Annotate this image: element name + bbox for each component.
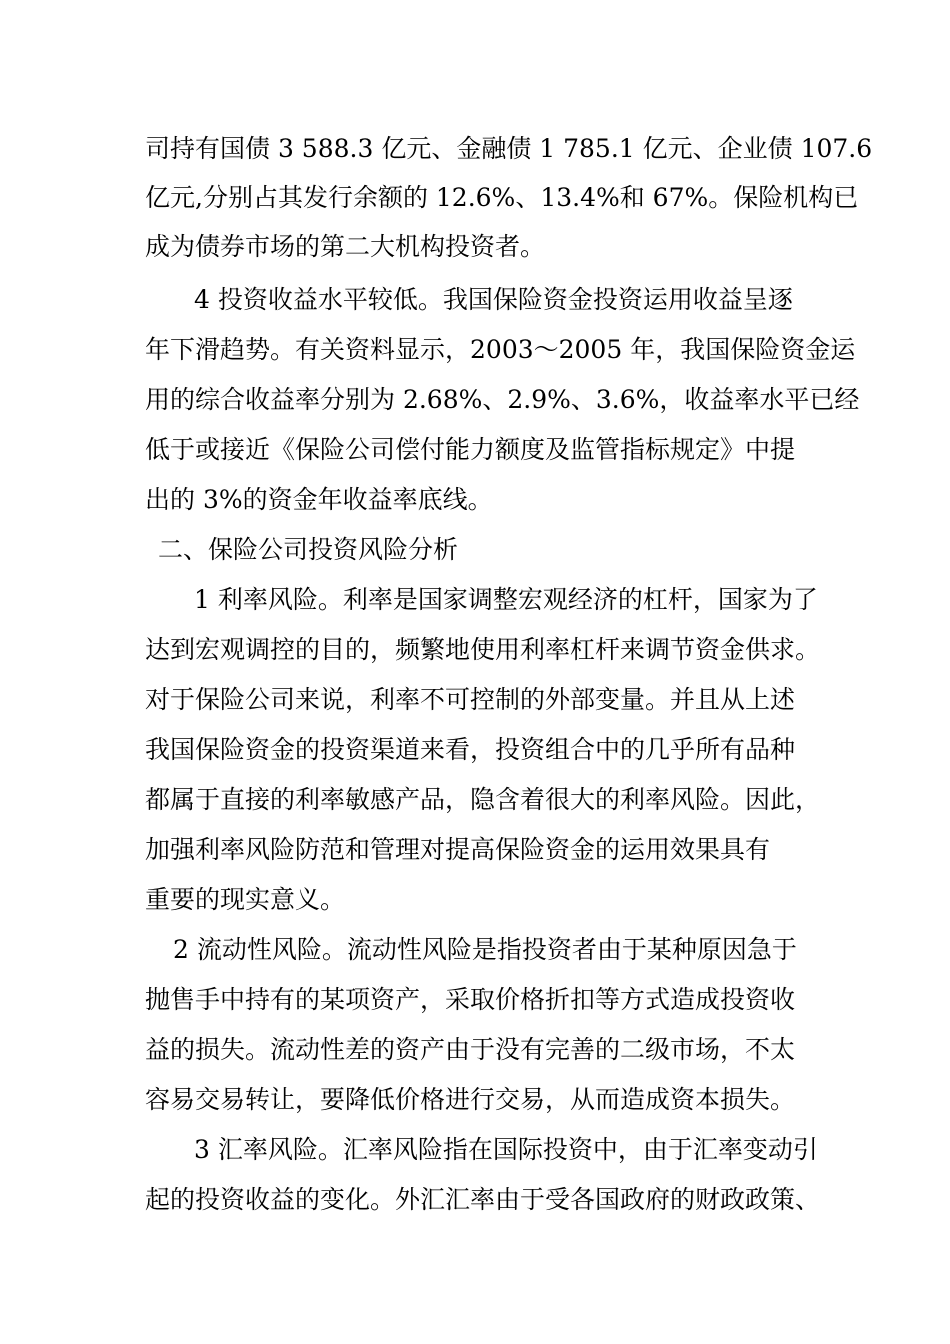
text-line: 成为债券市场的第二大机构投资者。 <box>145 232 546 261</box>
text-line: 亿元,分别占其发行余额的 12.6%、13.4%和 67%。保险机构已 <box>145 183 859 212</box>
paragraph-start-line: 1 利率风险。利率是国家调整宏观经济的杠杆，国家为了 <box>194 585 818 614</box>
text-line: 容易交易转让，要降低价格进行交易，从而造成资本损失。 <box>145 1085 796 1114</box>
text-line: 低于或接近《保险公司偿付能力额度及监管指标规定》中提 <box>145 435 796 464</box>
paragraph-start-line: 2 流动性风险。流动性风险是指投资者由于某种原因急于 <box>173 935 797 964</box>
text-line: 对于保险公司来说，利率不可控制的外部变量。并且从上述 <box>145 685 796 714</box>
text-line: 抛售手中持有的某项资产，采取价格折扣等方式造成投资收 <box>145 985 796 1014</box>
text-line: 我国保险资金的投资渠道来看，投资组合中的几乎所有品种 <box>145 735 796 764</box>
text-line: 加强利率风险防范和管理对提高保险资金的运用效果具有 <box>145 835 771 864</box>
paragraph-start-line: 4 投资收益水平较低。我国保险资金投资运用收益呈逐 <box>194 285 793 314</box>
text-line: 用的综合收益率分别为 2.68%、2.9%、3.6%，收益率水平已经 <box>145 385 860 414</box>
text-line: 司持有国债 3 588.3 亿元、金融债 1 785.1 亿元、企业债 107.6 <box>145 134 873 163</box>
text-line: 益的损失。流动性差的资产由于没有完善的二级市场，不太 <box>145 1035 796 1064</box>
text-line: 重要的现实意义。 <box>145 885 346 914</box>
text-line: 达到宏观调控的目的，频繁地使用利率杠杆来调节资金供求。 <box>145 635 821 664</box>
text-line: 年下滑趋势。有关资料显示，2003～2005 年，我国保险资金运 <box>145 335 856 364</box>
paragraph-start-line: 3 汇率风险。汇率风险指在国际投资中，由于汇率变动引 <box>194 1135 818 1164</box>
text-line: 都属于直接的利率敏感产品，隐含着很大的利率风险。因此， <box>145 785 821 814</box>
text-line: 出的 3%的资金年收益率底线。 <box>145 485 493 514</box>
text-line: 起的投资收益的变化。外汇汇率由于受各国政府的财政政策、 <box>145 1185 821 1214</box>
section-heading: 二、保险公司投资风险分析 <box>158 535 459 564</box>
